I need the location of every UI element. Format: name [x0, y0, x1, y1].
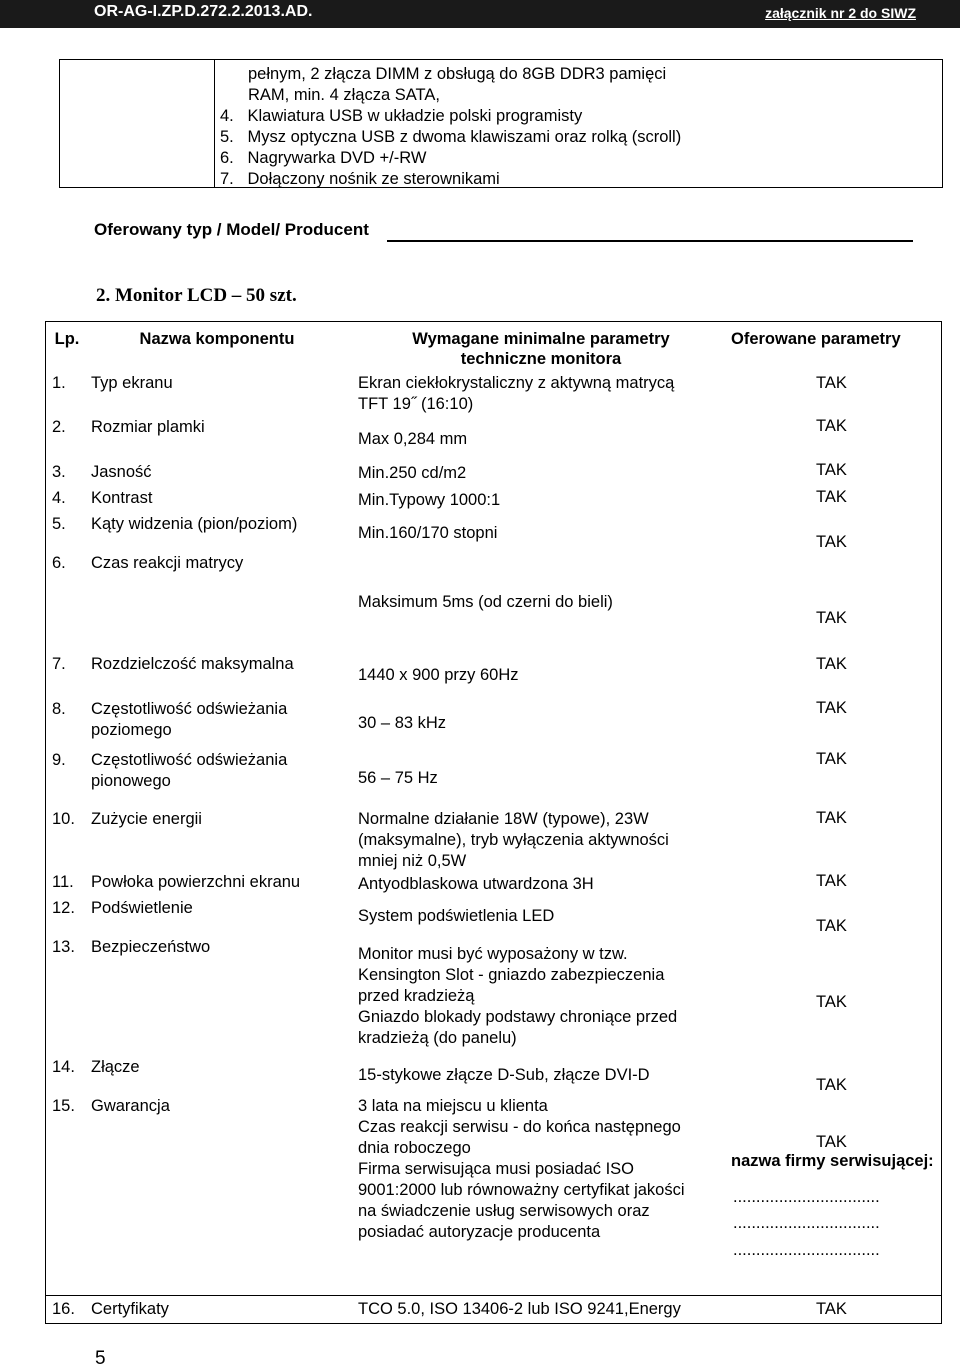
requirement-text: Czas reakcji serwisu - do końca następnego [358, 1118, 681, 1136]
component-name: Rozdzielczość maksymalna [91, 655, 294, 673]
row-number: 4. [52, 489, 66, 507]
offer-value: TAK [816, 872, 847, 890]
component-name: Jasność [91, 463, 152, 481]
requirement-text: dnia roboczego [358, 1139, 471, 1157]
component-name: Certyfikaty [91, 1300, 169, 1318]
row-number: 16. [52, 1300, 75, 1318]
service-company-fill-line: ................................ [733, 1214, 880, 1232]
offer-value: TAK [816, 917, 847, 935]
offer-label: Oferowany typ / Model/ Producent [94, 220, 369, 239]
service-company-label: nazwa firmy serwisującej: [731, 1152, 934, 1170]
requirement-text: posiadać autoryzacje producenta [358, 1223, 601, 1241]
row-number: 13. [52, 938, 75, 956]
offer-value: TAK [816, 374, 847, 392]
spec-line: 5. Mysz optyczna USB z dwoma klawiszami oraz rolką (scroll) [220, 128, 682, 146]
offer-value: TAK [816, 488, 847, 506]
requirement-text: Maksimum 5ms (od czerni do bieli) [358, 593, 613, 611]
row-number: 12. [52, 899, 75, 917]
requirement-text: Ekran ciekłokrystaliczny z aktywną matrycą [358, 374, 675, 392]
requirement-text: 3 lata na miejscu u klienta [358, 1097, 548, 1115]
header-required-line2: techniczne monitora [460, 350, 622, 368]
requirement-text: Min.Typowy 1000:1 [358, 491, 501, 509]
component-name: Czas reakcji matrycy [91, 554, 244, 572]
service-company-fill-line: ................................ [733, 1241, 880, 1259]
component-name: pionowego [91, 772, 171, 790]
requirement-text: 1440 x 900 przy 60Hz [358, 666, 519, 684]
attachment-label: załącznik nr 2 do SIWZ [765, 5, 916, 21]
row-number: 14. [52, 1058, 75, 1076]
requirement-text: Min.250 cd/m2 [358, 464, 467, 482]
offer-value: TAK [816, 809, 847, 827]
spec-line: pełnym, 2 złącza DIMM z obsługą do 8GB DDR3 pamięci [248, 65, 667, 83]
requirement-text: Min.160/170 stopni [358, 524, 498, 542]
requirement-text: 15-stykowe złącze D-Sub, złącze DVI-D [358, 1066, 650, 1084]
requirement-text: (maksymalne), tryb wyłączenia aktywności [358, 831, 669, 849]
offer-value: TAK [816, 1133, 847, 1151]
requirement-text: TFT 19˝ (16:10) [358, 395, 474, 413]
section-title: 2. Monitor LCD – 50 szt. [96, 285, 297, 306]
offer-value: TAK [816, 750, 847, 768]
offer-value: TAK [816, 609, 847, 627]
document-reference: OR-AG-I.ZP.D.272.2.2013.AD. [94, 3, 313, 20]
requirement-text: 30 – 83 kHz [358, 714, 447, 732]
spec-line: 6. Nagrywarka DVD +/-RW [220, 149, 427, 167]
row-number: 7. [52, 655, 66, 673]
page-number: 5 [95, 1348, 106, 1369]
requirement-text: przed kradzieżą [358, 987, 475, 1005]
component-name: Częstotliwość odświeżania [91, 751, 288, 769]
component-name: Rozmiar plamki [91, 418, 205, 436]
requirement-text: Kensington Slot - gniazdo zabezpieczenia [358, 966, 665, 984]
component-name: Podświetlenie [91, 899, 193, 917]
row-number: 9. [52, 751, 66, 769]
row-number: 3. [52, 463, 66, 481]
header-offered: Oferowane parametry [731, 330, 901, 348]
offer-value: TAK [816, 461, 847, 479]
offer-value: TAK [816, 417, 847, 435]
row-number: 8. [52, 700, 66, 718]
row-number: 11. [52, 873, 74, 891]
row-number: 2. [52, 418, 66, 436]
header-lp: Lp. [54, 330, 80, 348]
spec-line: 4. Klawiatura USB w układzie polski programisty [220, 107, 583, 125]
row-number: 6. [52, 554, 66, 572]
component-name: Częstotliwość odświeżania [91, 700, 288, 718]
requirement-text: TCO 5.0, ISO 13406-2 lub ISO 9241,Energy [358, 1300, 681, 1318]
requirement-text: Antyodblaskowa utwardzona 3H [358, 875, 594, 893]
requirement-text: Firma serwisująca musi posiadać ISO [358, 1160, 635, 1178]
spec-line: 7. Dołączony nośnik ze sterownikami [220, 170, 500, 188]
row-number: 5. [52, 515, 66, 533]
component-name: Gwarancja [91, 1097, 170, 1115]
requirement-text: kradzieżą (do panelu) [358, 1029, 517, 1047]
offer-input-line [387, 240, 913, 242]
offer-value: TAK [816, 993, 847, 1011]
requirement-text: na świadczenie usług serwisowych oraz [358, 1202, 650, 1220]
header-required: Wymagane minimalne parametry [412, 330, 670, 348]
offer-value: TAK [816, 1076, 847, 1094]
row-number: 10. [52, 810, 75, 828]
requirement-text: Normalne działanie 18W (typowe), 23W [358, 810, 649, 828]
component-name: Zużycie energii [91, 810, 202, 828]
offer-value: TAK [816, 699, 847, 717]
offer-value: TAK [816, 655, 847, 673]
component-name: poziomego [91, 721, 172, 739]
service-company-fill-line: ................................ [733, 1188, 880, 1206]
requirement-text: 9001:2000 lub równoważny certyfikat jakości [358, 1181, 685, 1199]
requirement-text: Monitor musi być wyposażony w tzw. [358, 945, 628, 963]
requirement-text: System podświetlenia LED [358, 907, 555, 925]
component-name: Powłoka powierzchni ekranu [91, 873, 301, 891]
component-name: Kąty widzenia (pion/poziom) [91, 515, 298, 533]
component-name: Typ ekranu [91, 374, 173, 392]
requirement-text: Max 0,284 mm [358, 430, 468, 448]
row-number: 15. [52, 1097, 75, 1115]
requirement-text: mniej niż 0,5W [358, 852, 467, 870]
requirement-text: Gniazdo blokady podstawy chroniące przed [358, 1008, 678, 1026]
row-number: 1. [52, 374, 66, 392]
component-name: Kontrast [91, 489, 153, 507]
component-name: Złącze [91, 1058, 140, 1076]
spec-line: RAM, min. 4 złącza SATA, [248, 86, 440, 104]
offer-value: TAK [816, 1300, 847, 1318]
offer-value: TAK [816, 533, 847, 551]
header-component: Nazwa komponentu [139, 330, 295, 348]
requirement-text: 56 – 75 Hz [358, 769, 438, 787]
component-name: Bezpieczeństwo [91, 938, 211, 956]
